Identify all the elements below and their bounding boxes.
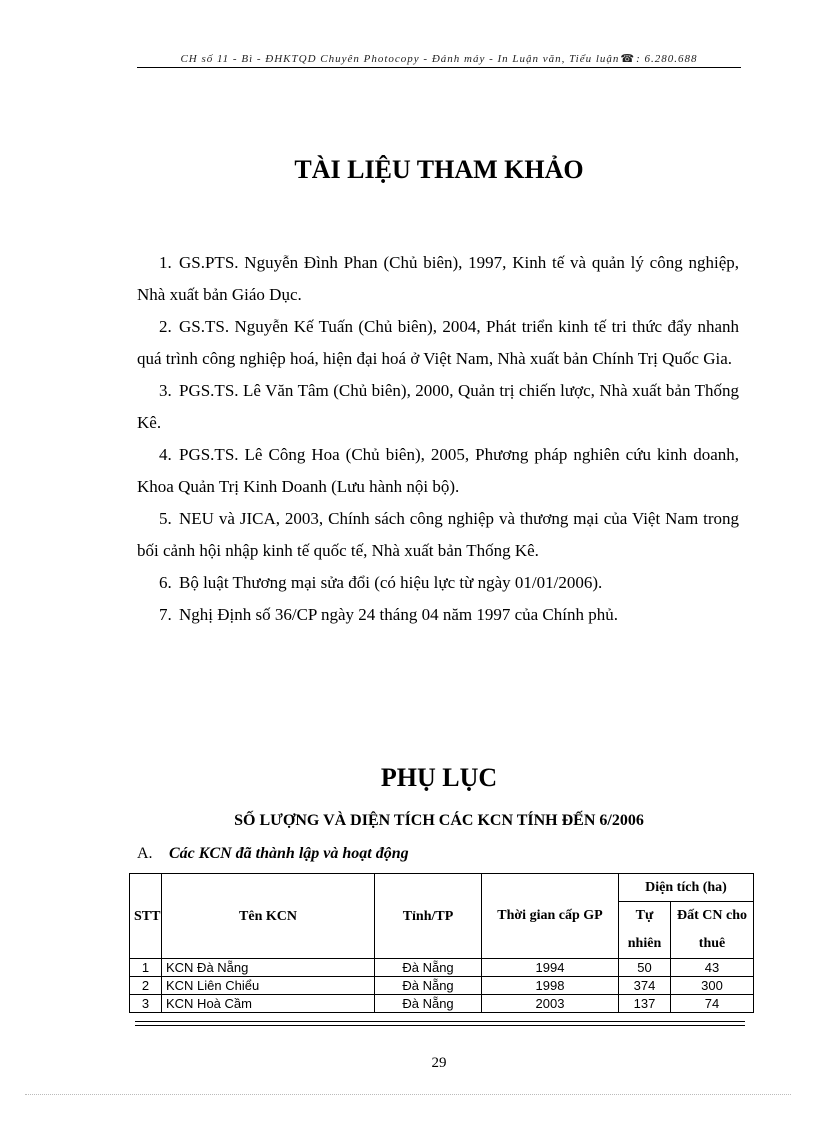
page-header bbox=[137, 52, 741, 68]
section-letter: A. bbox=[137, 845, 153, 862]
header-industrial-land: Đất CN cho thuê bbox=[671, 902, 754, 959]
header-province: Tỉnh/TP bbox=[375, 874, 482, 959]
reference-number: 7. bbox=[159, 605, 172, 624]
header-phone: : 6.280.688 bbox=[636, 53, 698, 65]
reference-text: Bộ luật Thương mại sửa đổi (có hiệu lực từ ngày 01/01/2006). bbox=[179, 573, 603, 592]
kcn-table bbox=[129, 873, 754, 1013]
reference-item bbox=[137, 247, 739, 311]
phone-icon: ☎ bbox=[620, 53, 636, 65]
header-natural: Tự nhiên bbox=[619, 902, 671, 959]
section-text: Các KCN đã thành lập và hoạt động bbox=[169, 845, 409, 862]
table-row bbox=[130, 977, 754, 995]
cell-year: 1998 bbox=[482, 977, 619, 995]
reference-number: 2. bbox=[159, 317, 172, 336]
reference-item bbox=[137, 439, 739, 503]
cell-name: KCN Đà Nẵng bbox=[162, 959, 375, 977]
table-row bbox=[130, 959, 754, 977]
cell-stt: 2 bbox=[130, 977, 162, 995]
appendix-subtitle: SỐ LƯỢNG VÀ DIỆN TÍCH CÁC KCN TÍNH ĐẾN 6/2006 bbox=[234, 812, 644, 829]
header-license-time: Thời gian cấp GP bbox=[482, 874, 619, 959]
cell-leased: 300 bbox=[671, 977, 754, 995]
cell-province: Đà Nẵng bbox=[375, 977, 482, 995]
reference-number: 6. bbox=[159, 573, 172, 592]
reference-number: 3. bbox=[159, 381, 172, 400]
header-name: Tên KCN bbox=[162, 874, 375, 959]
cell-natural: 137 bbox=[619, 995, 671, 1013]
reference-item bbox=[137, 311, 739, 375]
reference-number: 5. bbox=[159, 509, 172, 528]
appendix-title: PHỤ LỤC bbox=[380, 763, 498, 792]
table-header-row bbox=[130, 874, 754, 902]
table-bottom-rule bbox=[135, 1021, 745, 1026]
header-area-group: Diện tích (ha) bbox=[619, 874, 754, 902]
cell-stt: 1 bbox=[130, 959, 162, 977]
cell-name: KCN Hoà Cầm bbox=[162, 995, 375, 1013]
kcn-table-container bbox=[129, 873, 753, 1013]
cell-province: Đà Nẵng bbox=[375, 995, 482, 1013]
references-list bbox=[137, 247, 739, 631]
cell-province: Đà Nẵng bbox=[375, 959, 482, 977]
header-text: CH số 11 - Bì - ĐHKTQD Chuyên Photocopy - Đánh máy - In Luận văn, Tiểu luận bbox=[180, 53, 620, 65]
cell-leased: 43 bbox=[671, 959, 754, 977]
header-stt: STT bbox=[130, 874, 162, 959]
reference-item bbox=[137, 375, 739, 439]
cell-natural: 374 bbox=[619, 977, 671, 995]
cell-leased: 74 bbox=[671, 995, 754, 1013]
reference-text: NEU và JICA, 2003, Chính sách công nghiệp và thương mại của Việt Nam trong bối cảnh hội nhập kinh tế quốc tế, Nhà xuất bản Thống Kê. bbox=[137, 509, 739, 560]
reference-item bbox=[137, 503, 739, 567]
reference-text: PGS.TS. Lê Văn Tâm (Chủ biên), 2000, Quản trị chiến lược, Nhà xuất bản Thống Kê. bbox=[137, 381, 739, 432]
cell-natural: 50 bbox=[619, 959, 671, 977]
cell-year: 1994 bbox=[482, 959, 619, 977]
reference-text: Nghị Định số 36/CP ngày 24 tháng 04 năm 1997 của Chính phủ. bbox=[179, 605, 618, 624]
reference-number: 1. bbox=[159, 253, 172, 272]
reference-item bbox=[137, 599, 739, 631]
footer-divider bbox=[25, 1094, 791, 1095]
cell-name: KCN Liên Chiểu bbox=[162, 977, 375, 995]
reference-number: 4. bbox=[159, 445, 172, 464]
reference-text: PGS.TS. Lê Công Hoa (Chủ biên), 2005, Phương pháp nghiên cứu kinh doanh, Khoa Quản Trị Kinh Doanh (Lưu hành nội bộ). bbox=[137, 445, 739, 496]
cell-year: 2003 bbox=[482, 995, 619, 1013]
cell-stt: 3 bbox=[130, 995, 162, 1013]
reference-text: GS.PTS. Nguyễn Đình Phan (Chủ biên), 1997, Kinh tế và quản lý công nghiệp, Nhà xuất bản Giáo Dục. bbox=[137, 253, 739, 304]
reference-item bbox=[137, 567, 739, 599]
section-heading bbox=[137, 845, 409, 863]
table-row bbox=[130, 995, 754, 1013]
references-title: TÀI LIỆU THAM KHẢO bbox=[294, 155, 584, 184]
page-number: 29 bbox=[431, 1055, 447, 1071]
reference-text: GS.TS. Nguyễn Kế Tuấn (Chủ biên), 2004, Phát triển kinh tế tri thức đẩy nhanh quá trình công nghiệp hoá, hiện đại hoá ở Việt Nam, Nhà xuất bản Chính Trị Quốc Gia. bbox=[137, 317, 739, 368]
